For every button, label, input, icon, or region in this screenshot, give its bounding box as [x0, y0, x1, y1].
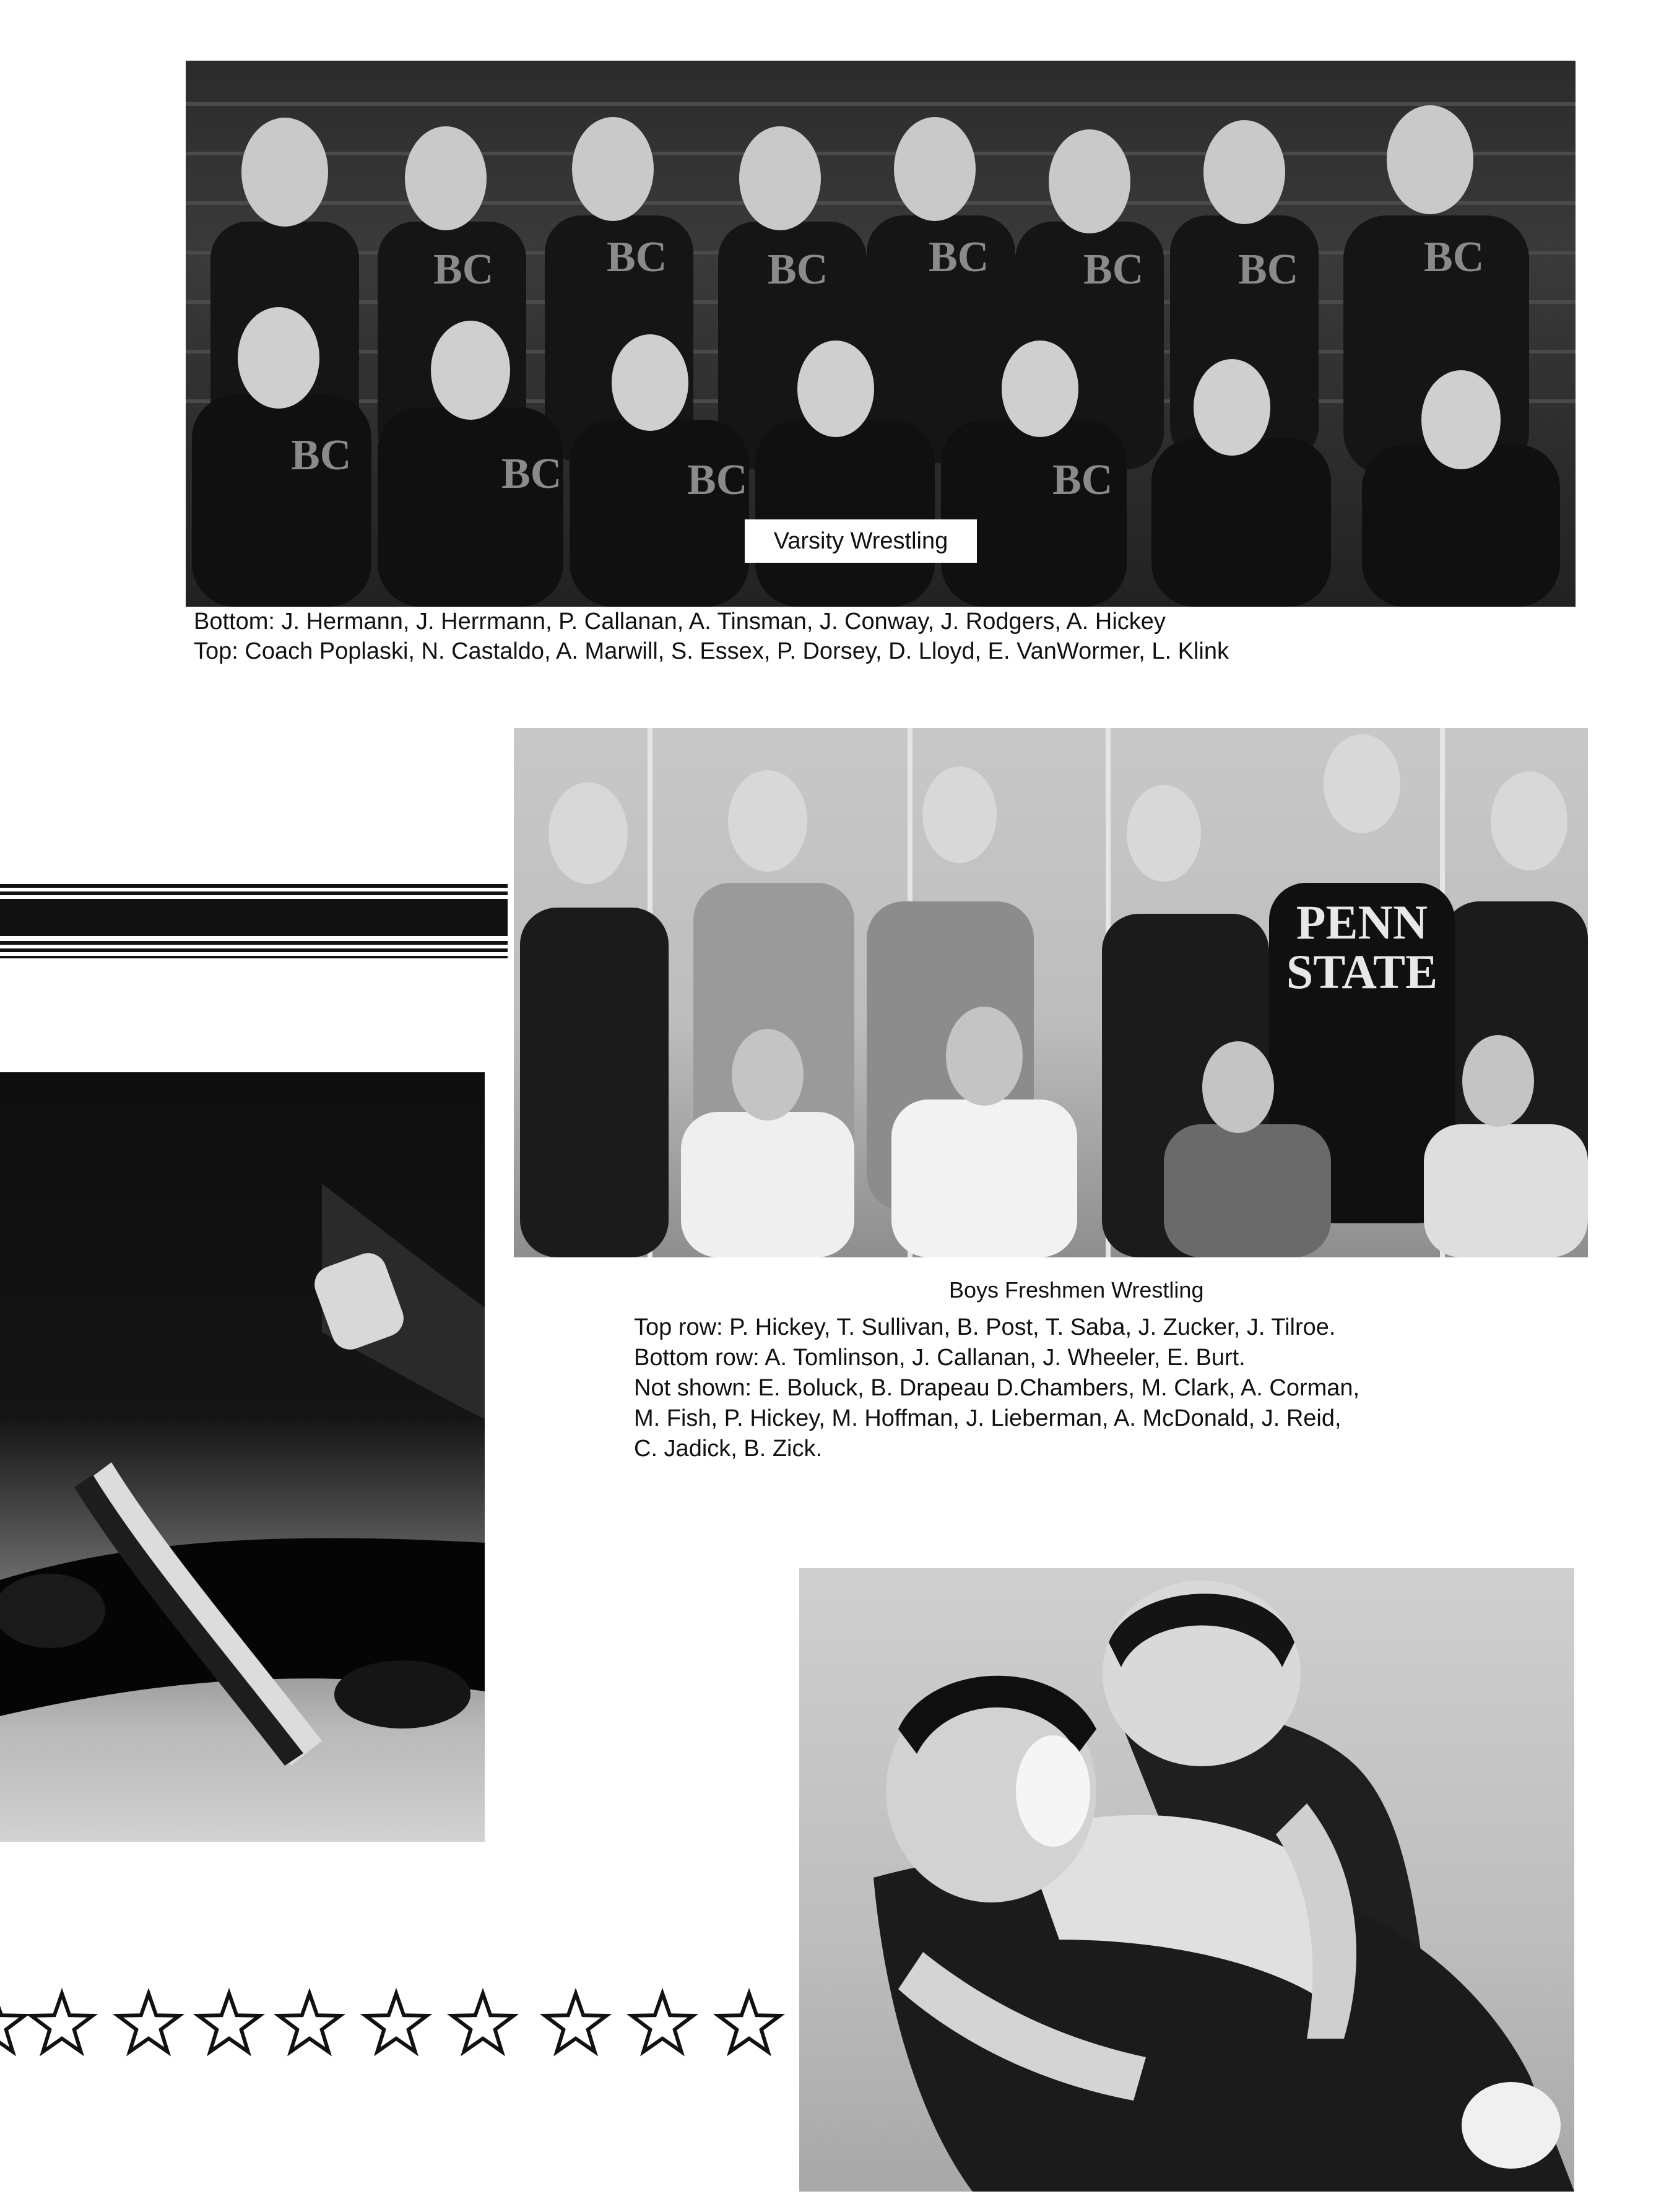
star-row-illustration — [0, 1981, 805, 2068]
star-icon — [279, 1993, 340, 2052]
freshmen-caption-line: Not shown: E. Boluck, B. Drapeau D.Chambers, M. Clark, A. Corman, — [634, 1375, 1360, 1401]
varsity-caption — [194, 607, 1229, 666]
freshmen-caption-line: Bottom row: A. Tomlinson, J. Callanan, J. Wheeler, E. Burt. — [634, 1345, 1246, 1371]
jacket-letter-bc: BC — [433, 246, 494, 293]
varsity-caption-top-row: Top: Coach Poplaski, N. Castaldo, A. Marwill, S. Essex, P. Dorsey, D. Lloyd, E. VanWormer, L. Klink — [194, 638, 1229, 664]
star-icon — [118, 1993, 180, 2052]
varsity-photo-label: Varsity Wrestling — [745, 519, 977, 563]
left-photo-illustration — [0, 1072, 485, 1842]
jacket-letter-bc: BC — [768, 246, 828, 293]
shirt-text-penn: PENN — [1296, 895, 1428, 949]
decorative-stripe — [0, 956, 508, 958]
decorative-stripe — [0, 891, 508, 895]
jacket-letter-bc: BC — [1424, 233, 1485, 281]
jacket-letter-bc: BC — [929, 233, 989, 281]
jacket-letter-bc: BC — [291, 432, 352, 479]
freshmen-team-photo — [514, 728, 1588, 1257]
freshmen-caption — [634, 1312, 1359, 1464]
shirt-text-state: STATE — [1286, 945, 1438, 999]
star-icon — [453, 1993, 514, 2052]
star-icon — [0, 1993, 25, 2052]
star-icon — [199, 1993, 260, 2052]
jacket-letter-bc: BC — [1238, 246, 1299, 293]
wrestling-match-photo-right — [799, 1568, 1574, 2192]
freshmen-photo-illustration — [514, 728, 1588, 1257]
freshmen-caption-line: Top row: P. Hickey, T. Sullivan, B. Post, T. Saba, J. Zucker, J. Tilroe. — [634, 1314, 1336, 1340]
freshmen-photo-title: Boys Freshmen Wrestling — [949, 1277, 1204, 1303]
varsity-team-photo — [186, 61, 1576, 607]
star-icon — [32, 1993, 93, 2052]
jacket-letter-bc: BC — [607, 233, 667, 281]
star-icon — [366, 1993, 427, 2052]
jacket-letter-bc: BC — [501, 450, 562, 498]
freshmen-caption-line: M. Fish, P. Hickey, M. Hoffman, J. Lieberman, A. McDonald, J. Reid, — [634, 1405, 1342, 1431]
varsity-caption-bottom-row: Bottom: J. Hermann, J. Herrmann, P. Callanan, A. Tinsman, J. Conway, J. Rodgers, A. Hickey — [194, 609, 1166, 635]
star-icon — [719, 1993, 780, 2052]
decorative-stripe — [0, 884, 508, 888]
decorative-stripe — [0, 899, 508, 936]
decorative-star-row — [0, 1981, 805, 2068]
decorative-stripe — [0, 948, 508, 952]
wrestling-match-photo-left — [0, 1072, 485, 1842]
decorative-stripe — [0, 941, 508, 945]
jacket-letter-bc: BC — [1052, 456, 1113, 504]
star-icon — [545, 1993, 607, 2052]
freshmen-caption-line: C. Jadick, B. Zick. — [634, 1436, 823, 1462]
star-icon — [632, 1993, 693, 2052]
right-photo-illustration — [799, 1568, 1574, 2192]
jacket-letter-bc: BC — [1083, 246, 1144, 293]
jacket-letter-bc: BC — [687, 456, 748, 504]
